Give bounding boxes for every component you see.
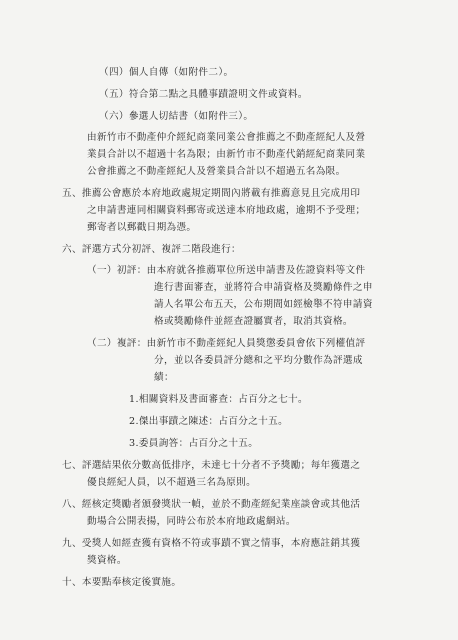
section-9-line-2: 獎資格。 [87,555,127,566]
preliminary-line-3: 請人名單公布五天，公布期間如經檢舉不符申請資 [154,299,373,310]
section-9-line-1: 九、受獎人如經查獲有資格不符或事蹟不實之情事，本府應註銷其獲 [62,538,361,549]
section-5-line-2: 之申請書連同相關資料郵寄或送達本府地政處，逾期不予受理； [87,205,366,216]
quota-line-2: 業員合計以不超過十名為限；由新竹市不動產代銷經紀商業同業 [87,149,366,160]
weight-item-2: 2.傑出事蹟之陳述：占百分之十五。 [129,416,289,427]
quota-line-1: 由新竹市不動產仲介經紀商業同業公會推薦之不動產經紀人及營 [87,132,366,143]
section-5-line-3: 郵寄者以郵戳日期為憑。 [87,222,197,233]
review-line-3: 績： [154,372,174,383]
item-4-autobiography: （四）個人自傳（如附件二）。 [99,67,234,78]
section-8-line-2: 動場合公開表揚，同時公布於本府地政處網站。 [87,516,296,527]
preliminary-line-1: （一）初評：由本府就各推薦單位所送申請書及佐證資料等文件 [87,265,366,276]
section-8-line-1: 八、經核定獎勵者頒發獎狀一幀，並於不動產經紀業座談會或其他活 [62,499,361,510]
section-6-heading: 六、評選方式分初評、複評二階段進行： [62,244,241,255]
preliminary-line-2: 進行書面審查，並將符合申請資格及獎勵條件之申 [154,282,373,293]
review-line-1: （二）複評：由新竹市不動產經紀人員獎懲委員會依下列權值評 [87,338,366,349]
section-10-line: 十、本要點奉核定後實施。 [62,577,182,588]
section-5-line-1: 五、推薦公會應於本府地政處規定期間內將載有推薦意見且完成用印 [62,188,361,199]
section-7-line-2: 優良經紀人員，以不超過三名為原則。 [87,477,257,488]
quota-line-3: 公會推薦之不動產經紀人及營業員合計以不超過五名為限。 [87,166,346,177]
section-7-line-1: 七、評選結果依分數高低排序，未達七十分者不予獎勵；每年獲選之 [62,460,361,471]
review-line-2: 分，並以各委員評分總和之平均分數作為評選成 [154,355,363,366]
weight-item-1: 1.相關資料及書面審查：占百分之七十。 [129,394,308,405]
weight-item-3: 3.委員詢答：占百分之十五。 [129,438,259,449]
preliminary-line-4: 格或獎勵條件並經查證屬實者，取消其資格。 [154,316,353,327]
item-6-affidavit: （六）參選人切結書（如附件三）。 [99,111,254,122]
item-5-proof-documents: （五）符合第二點之具體事蹟證明文件或資料。 [99,89,308,100]
